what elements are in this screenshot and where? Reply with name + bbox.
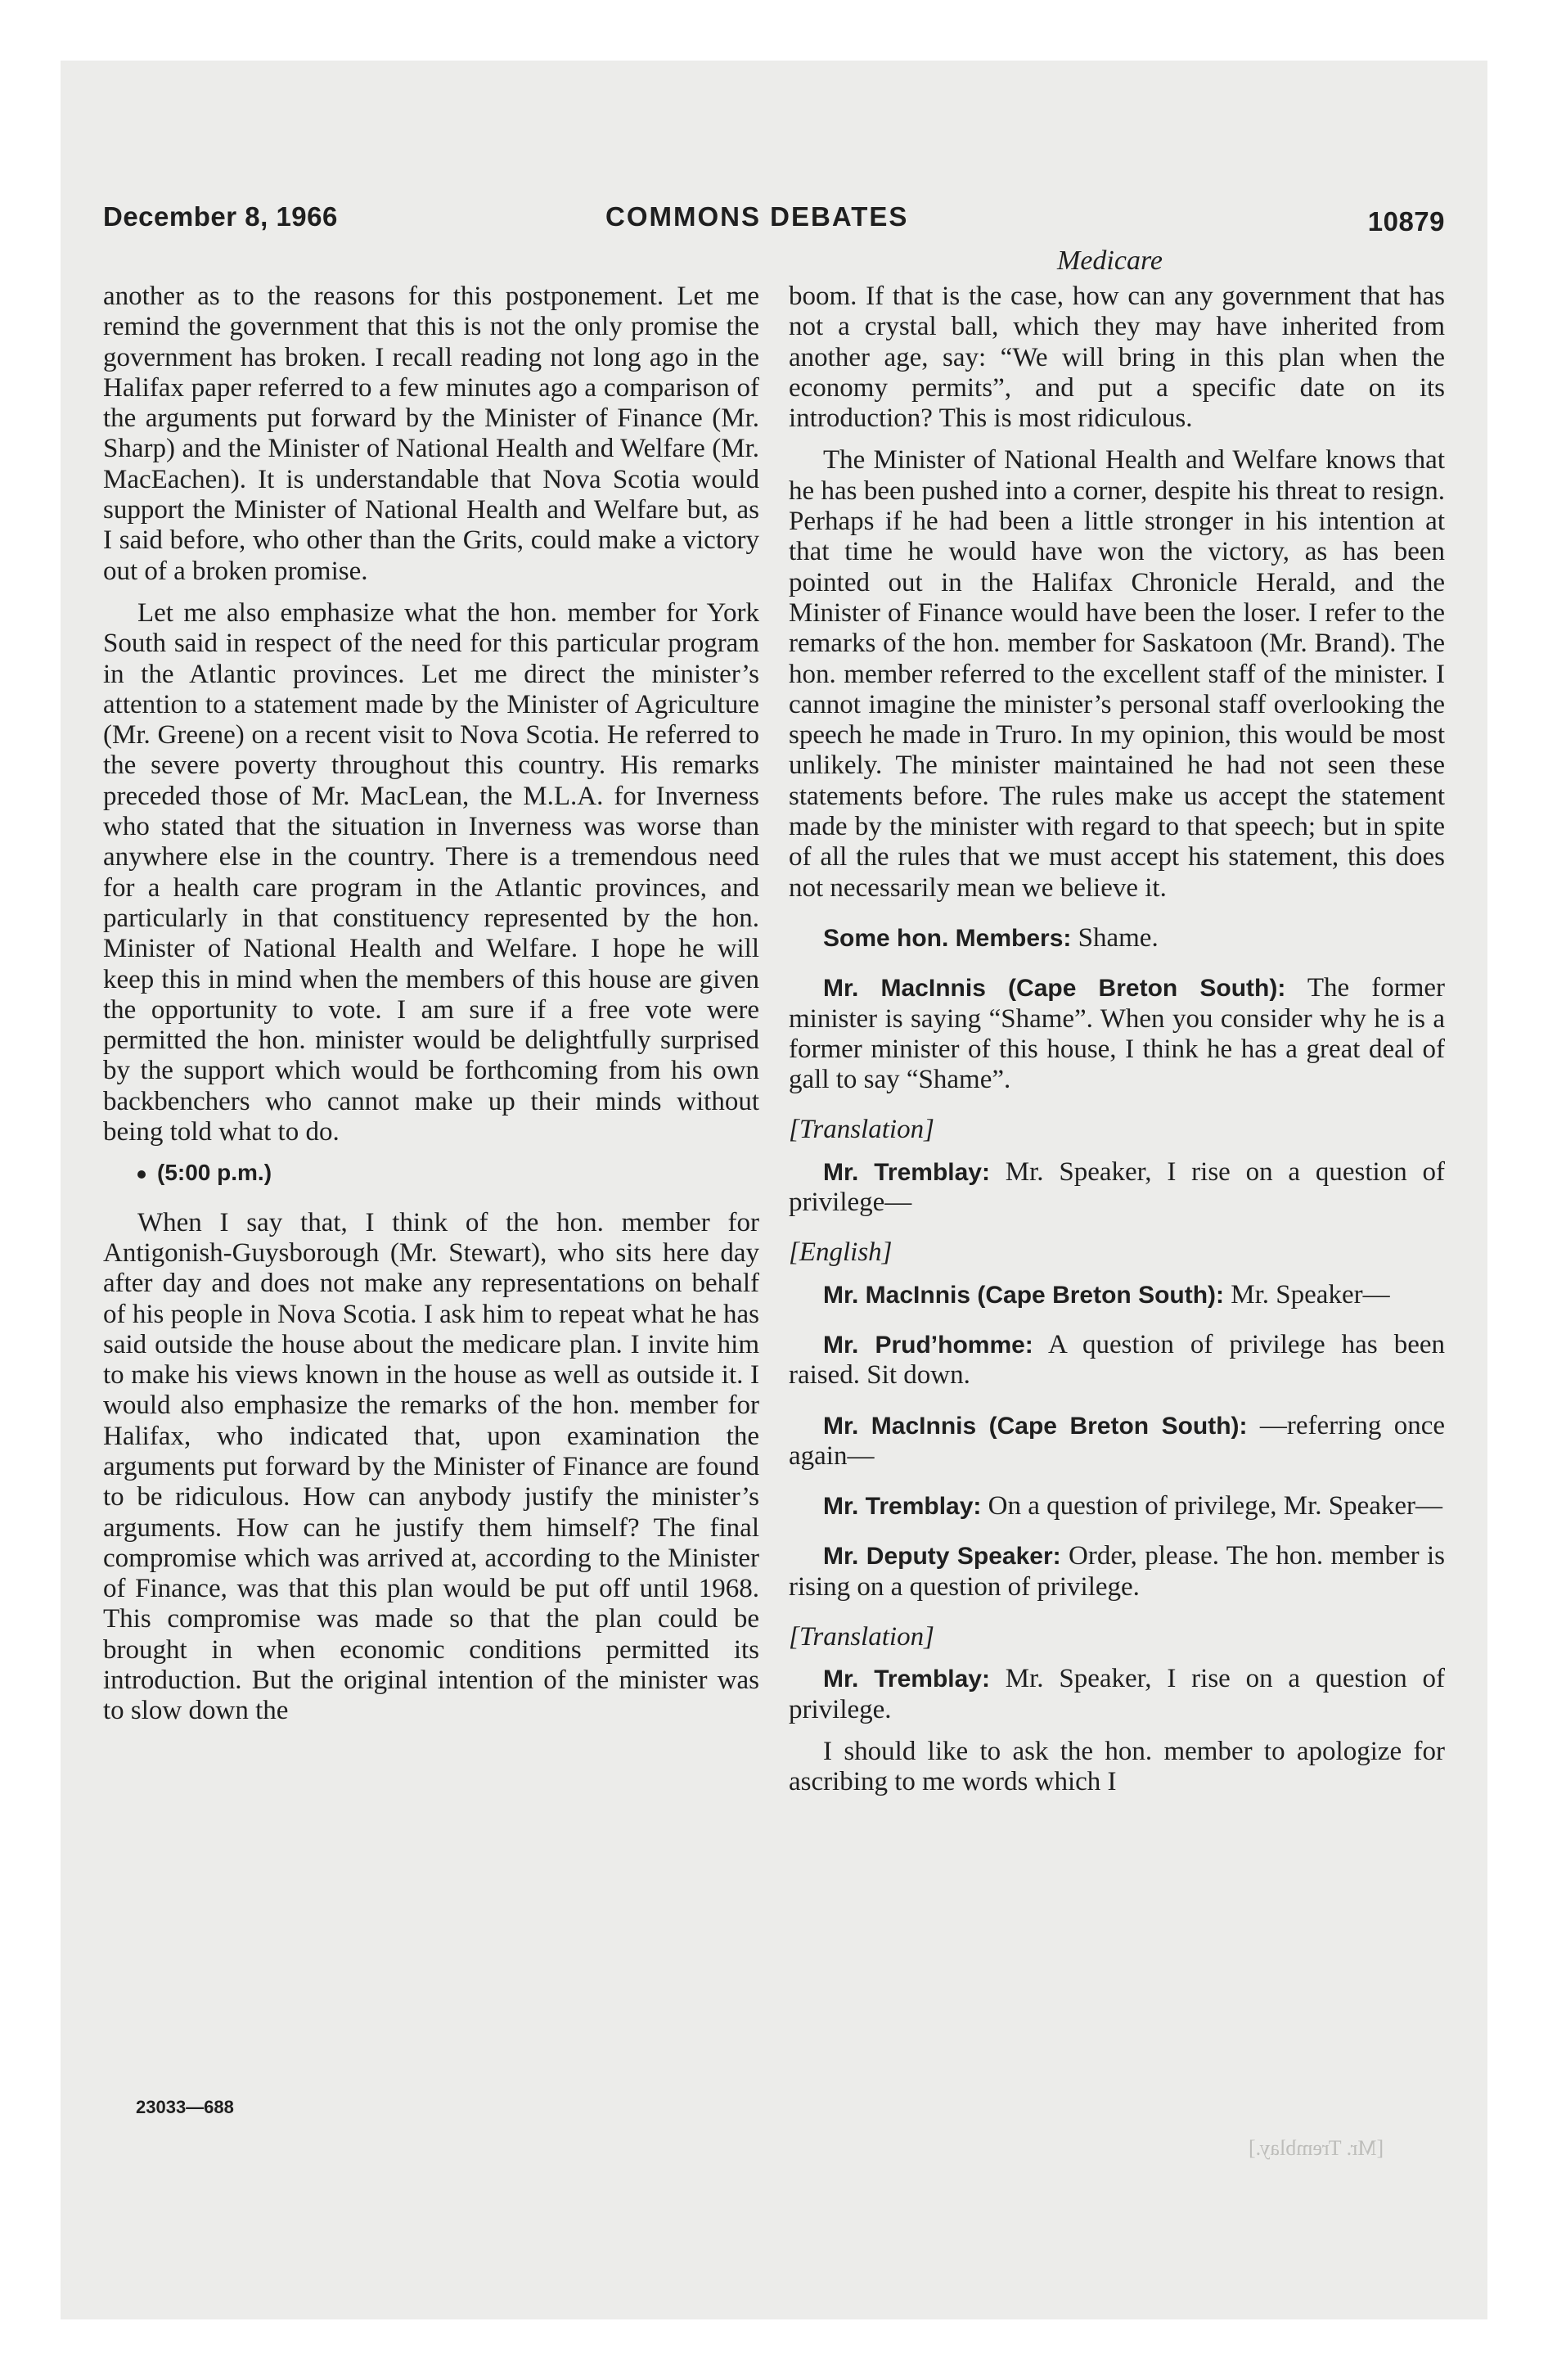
speech — [789, 973, 1445, 1095]
paragraph: The Minister of National Health and Welfare knows that he has been pushed into a corner, despite his threat to resign. Perhaps if he had been a little stronger in his intention at that time he would have won the victory, as has been pointed out in the Halifax Chronicle Herald, and the Minister of Finance would have been the loser. I refer to the remarks of the hon. member for Saskatoon (Mr. Brand). The hon. member referred to the excellent staff of the minister. I cannot imagine the minister’s personal staff overlooking the speech he made in Truro. In my opinion, this would be most unlikely. The minister maintained he had not seen these statements before. The rules make us accept the statement made by the minister with regard to that speech; but in spite of all the rules that we must accept his statement, this does not necessarily mean we believe it. — [789, 445, 1445, 903]
speech-text: —referring once again— — [789, 1410, 1445, 1471]
speech — [789, 923, 1445, 953]
speaker-name: Mr. Tremblay: — [823, 1666, 990, 1693]
speaker-name: Mr. MacInnis (Cape Breton South): — [823, 975, 1286, 1003]
bleed-through-text: [Mr. Tremblay.] — [1249, 2136, 1384, 2160]
bullet-icon — [137, 1170, 146, 1179]
speaker-name: Mr. Tremblay: — [823, 1493, 982, 1521]
speaker-name: Mr. Prud’homme: — [823, 1331, 1033, 1359]
speech — [789, 1280, 1445, 1310]
speaker-name: Some hon. Members: — [823, 924, 1072, 952]
translation-marker: [Translation] — [789, 1115, 934, 1145]
speech-text: On a question of privilege, Mr. Speaker— — [988, 1491, 1443, 1521]
paragraph: When I say that, I think of the hon. member for Antigonish-Guysborough (Mr. Stewart), who sits here day after day and does not make any representations on behalf of his people in Nova Scotia. I ask him to repeat what he has said outside the house about the medicare plan. I invite him to make his views known in the house as well as outside it. I would also emphasize the remarks of the hon. member for Halifax, who indicated that, upon examination the arguments put forward by the Minister of Finance are found to be ridiculous. How can anybody justify the minister’s arguments. How can he justify them himself? The final compromise which was arrived at, according to the Minister of Finance, was that this plan would be put off until 1968. This compromise was made so that the plan could be brought in when economic conditions permitted its introduction. But the original intention of the minister was to slow down the — [103, 1207, 759, 1726]
time-stamp — [103, 1157, 759, 1188]
speech-text: The former minister is saying “Shame”. When you consider why he is a former minister of this house, I think he has a great deal of gall to say “Shame”. — [789, 973, 1445, 1095]
header-title: COMMONS DEBATES — [605, 201, 909, 232]
footer-code: 23033—688 — [136, 2097, 234, 2117]
speaker-name: Mr. Deputy Speaker: — [823, 1543, 1061, 1571]
running-header — [103, 201, 1445, 242]
speech-text: Mr. Speaker, I rise on a question of privilege— — [789, 1156, 1446, 1218]
speech — [789, 1411, 1445, 1472]
right-column — [789, 282, 1445, 1797]
speaker-name: Mr. MacInnis (Cape Breton South): — [823, 1412, 1248, 1440]
paragraph: Let me also emphasize what the hon. member for York South said in respect of the need for this particular program in the Atlantic provinces. Let me direct the minister’s attention to a statement made by the Minister of Agriculture (Mr. Greene) on a recent visit to Nova Scotia. He referred to the severe poverty throughout this country. His remarks preceded those of Mr. MacLean, the M.L.A. for Inverness who stated that the situation in Inverness was worse than anywhere else in the country. There is a tremendous need for a health care program in the Atlantic provinces, and particularly in that constituency represented by the hon. Minister of National Health and Welfare. I hope he will keep this in mind when the members of this house are given the opportunity to vote. I am sure if a free vote were permitted the hon. minister would be delightfully surprised by the support which would be forthcoming from his own backbenchers who cannot make up their minds without being told what to do. — [103, 597, 759, 1147]
speech — [789, 1157, 1445, 1219]
paragraph: I should like to ask the hon. member to apologize for ascribing to me words which I — [789, 1736, 1445, 1797]
section-title: Medicare — [1057, 246, 1163, 276]
speech — [789, 1541, 1445, 1602]
left-column — [103, 282, 759, 1727]
speech — [789, 1491, 1445, 1521]
speech — [789, 1330, 1445, 1391]
page — [103, 0, 1445, 2380]
speech-text: Mr. Speaker— — [1231, 1279, 1390, 1309]
page-number: 10879 — [1367, 206, 1445, 237]
header-date: December 8, 1966 — [103, 201, 338, 232]
speech-text: Order, please. The hon. member is rising on a question of privilege. — [789, 1541, 1445, 1602]
speech — [789, 1664, 1445, 1725]
speech-text: A question of privilege has been raised. Sit down. — [789, 1329, 1445, 1391]
speaker-name: Mr. Tremblay: — [823, 1158, 990, 1186]
translation-marker: [Translation] — [789, 1621, 934, 1652]
speech-text: Mr. Speaker, I rise on a question of privilege. — [789, 1664, 1446, 1724]
paragraph: boom. If that is the case, how can any government that has not a crystal ball, which they may have inherited from another age, say: “We will bring in this plan when the economy permits”, and put a specific date on its introduction? This is most ridiculous. — [789, 282, 1445, 434]
translation-marker: [English] — [789, 1237, 893, 1268]
speech-text: Shame. — [1078, 922, 1159, 953]
paragraph: another as to the reasons for this postponement. Let me remind the government that this is not the only promise the government has broken. I recall reading not long ago in the Halifax paper referred to a few minutes ago a comparison of the arguments put forward by the Minister of Finance (Mr. Sharp) and the Minister of National Health and Welfare (Mr. MacEachen). It is understandable that Nova Scotia would support the Minister of National Health and Welfare but, as I said before, who other than the Grits, could make a victory out of a broken promise. — [103, 282, 759, 586]
time-text: (5:00 p.m.) — [157, 1160, 272, 1186]
speaker-name: Mr. MacInnis (Cape Breton South): — [823, 1281, 1225, 1309]
